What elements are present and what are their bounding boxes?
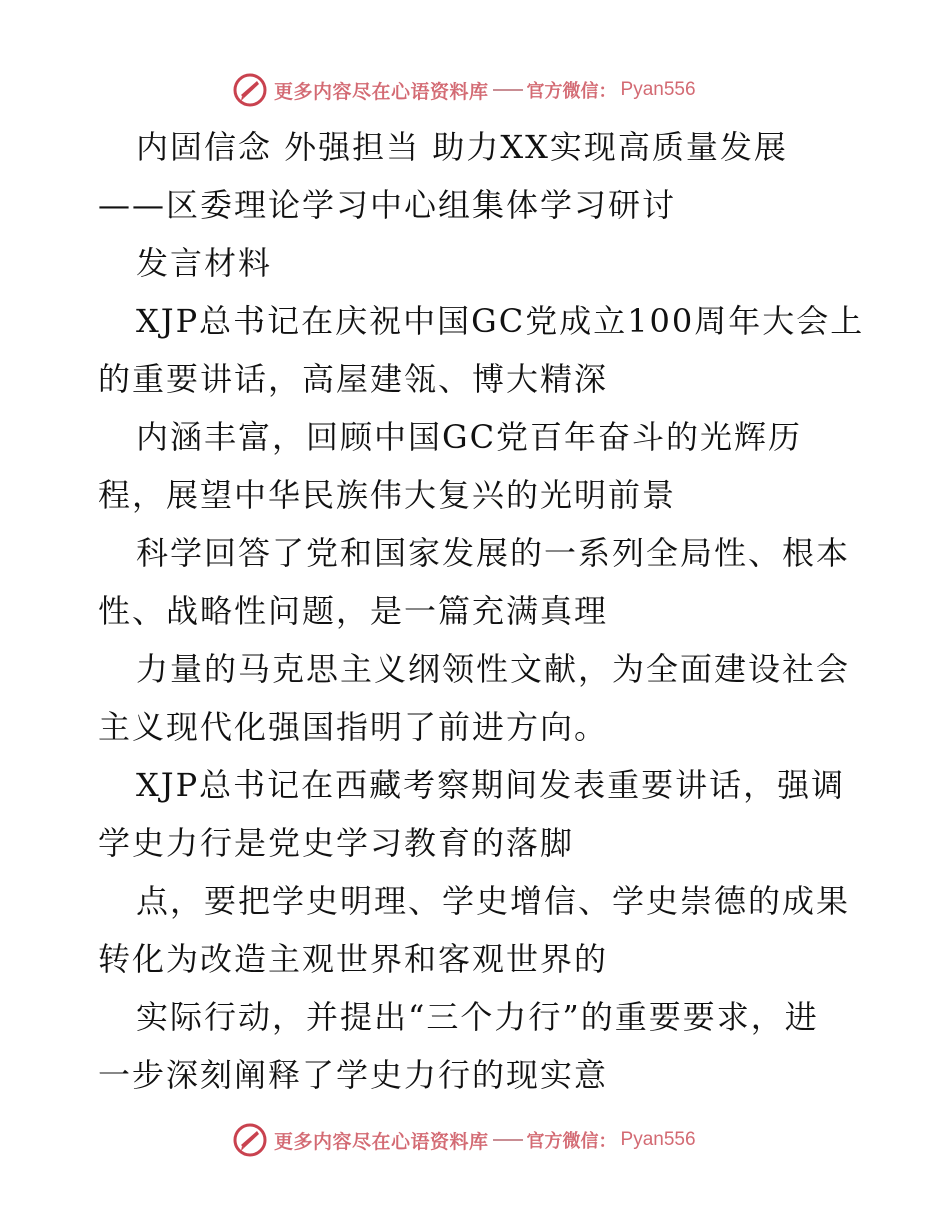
watermark-label: 官方微信： [526,81,617,102]
body-line: XJP总书记在庆祝中国GC党成立100周年大会上 [136,302,865,340]
body-line: 性、战略性问题，是一篇充满真理 [98,592,609,630]
watermark-separator [493,1139,523,1141]
body-line: 一步深刻阐释了学史力行的现实意 [98,1056,609,1094]
body-line: 转化为改造主观世界和客观世界的 [98,940,609,978]
watermark-handle: Pyan556 [620,1129,696,1150]
body-line: 力量的马克思主义纲领性文献，为全面建设社会 [136,650,851,688]
logo-icon [232,1122,268,1158]
watermark-label: 官方微信： [526,1131,617,1152]
body-line: 内涵丰富，回顾中国GC党百年奋斗的光辉历 [136,418,803,456]
logo-icon [232,72,268,108]
body-line: 主义现代化强国指明了前进方向。 [98,708,609,746]
body-line: 实际行动，并提出“三个力行”的重要要求，进 [136,998,819,1036]
subtitle-suffix-line: 发言材料 [136,244,273,282]
body-line: 点，要把学史明理、学史增信、学史崇德的成果 [136,882,851,920]
watermark-header [232,70,752,110]
watermark-site-text: 更多内容尽在心语资料库 [274,80,489,103]
body-line: 科学回答了党和国家发展的一系列全局性、根本 [136,534,851,572]
body-line: 学史力行是党史学习教育的落脚 [98,824,575,862]
title-line: 内固信念 外强担当 助力XX实现高质量发展 [136,128,788,166]
watermark-site-text: 更多内容尽在心语资料库 [274,1130,489,1153]
watermark-handle: Pyan556 [620,79,696,100]
subtitle-line: ——区委理论学习中心组集体学习研讨 [98,186,677,224]
watermark-footer [232,1120,752,1160]
body-line: 的重要讲话，高屋建瓴、博大精深 [98,360,609,398]
body-line: 程，展望中华民族伟大复兴的光明前景 [98,476,677,514]
document-body [98,118,865,1104]
watermark-separator [493,89,523,91]
body-line: XJP总书记在西藏考察期间发表重要讲话，强调 [136,766,846,804]
